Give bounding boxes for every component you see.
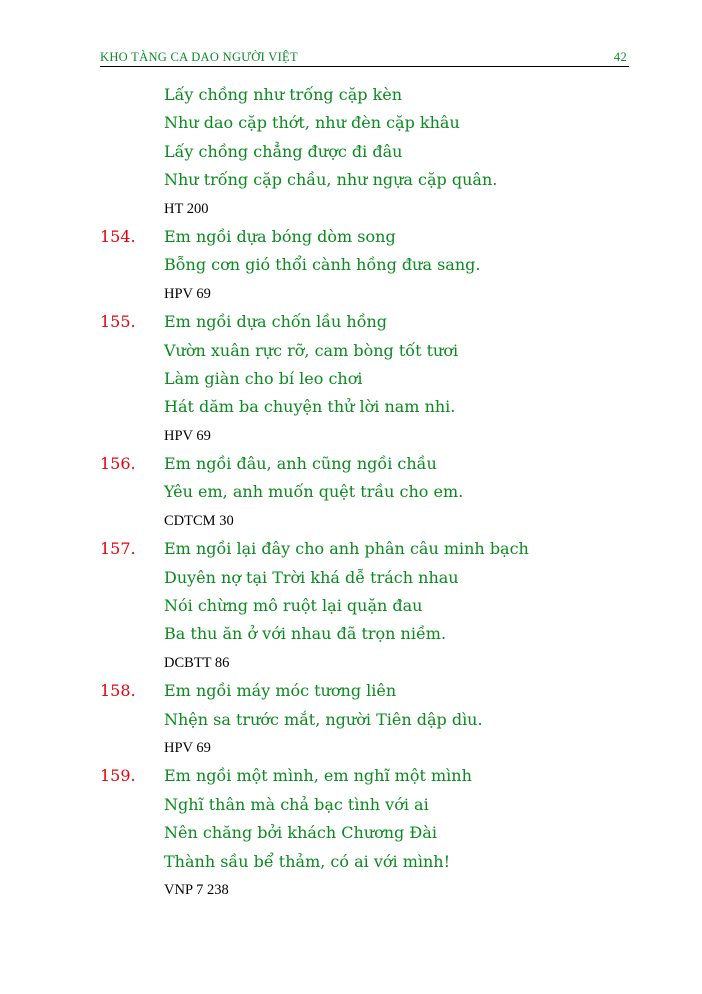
- poem-entry: [0, 308, 702, 450]
- verse-text: Lấy chồng chẳng được đi đâu: [164, 141, 403, 161]
- verse-text: Vườn xuân rực rỡ, cam bòng tốt tươi: [164, 340, 459, 360]
- source-text: HPV 69: [164, 285, 211, 302]
- verse-line: [0, 535, 702, 563]
- source-text: HPV 69: [164, 427, 211, 444]
- source-citation: [0, 734, 702, 762]
- page-number: 42: [613, 50, 627, 64]
- verse-line: [0, 564, 702, 592]
- verse-line: [0, 393, 702, 421]
- verse-line: [0, 620, 702, 648]
- verse-line: [0, 848, 702, 876]
- verse-line: [0, 337, 702, 365]
- verse-text: Nên chăng bởi khách Chương Đài: [164, 823, 437, 843]
- verse-line: [0, 791, 702, 819]
- verse-line: [0, 478, 702, 506]
- poem-entry: [0, 450, 702, 535]
- verse-line: [0, 706, 702, 734]
- poem-entry: [0, 223, 702, 308]
- page-header: [100, 48, 629, 67]
- verse-line: [0, 365, 702, 393]
- source-text: HPV 69: [164, 739, 211, 756]
- poem-entry: [0, 535, 702, 677]
- verse-line: [0, 819, 702, 847]
- source-citation: [0, 876, 702, 904]
- verse-text: Như dao cặp thớt, như đèn cặp khâu: [164, 113, 460, 133]
- verse-line: [0, 81, 702, 109]
- verse-line: [0, 109, 702, 137]
- verse-text: Thành sầu bể thảm, có ai với mình!: [164, 851, 451, 871]
- source-citation: [0, 195, 702, 223]
- verse-text: Bỗng cơn gió thổi cành hồng đưa sang.: [164, 255, 481, 275]
- verse-line: [0, 592, 702, 620]
- verse-line: [0, 223, 702, 251]
- book-title: KHO TÀNG CA DAO NGƯỜI VIỆT: [100, 50, 298, 64]
- verse-text: Nghĩ thân mà chả bạc tình với ai: [164, 794, 429, 814]
- verse-text: Làm giàn cho bí leo chơi: [164, 368, 363, 388]
- verse-text: Lấy chồng như trống cặp kèn: [164, 85, 403, 104]
- source-citation: [0, 507, 702, 535]
- verse-text: Em ngồi lại đây cho anh phân câu minh bạch: [164, 539, 529, 559]
- source-text: VNP 7 238: [164, 881, 229, 898]
- source-citation: [0, 422, 702, 450]
- verse-text: Hát dăm ba chuyện thử lời nam nhi.: [164, 397, 456, 417]
- verse-text: Yêu em, anh muốn quệt trầu cho em.: [164, 482, 464, 502]
- verse-text: Em ngồi máy móc tương liên: [164, 681, 397, 701]
- source-text: CDTCM 30: [164, 512, 234, 529]
- source-citation: [0, 649, 702, 677]
- verse-line: [0, 762, 702, 790]
- poem-number: 154.: [100, 226, 136, 246]
- verse-text: Nói chừng mô ruột lại quặn đau: [164, 596, 423, 616]
- verse-text: Duyên nợ tại Trời khá dễ trách nhau: [164, 567, 459, 587]
- verse-text: Em ngồi đâu, anh cũng ngồi chầu: [164, 454, 437, 474]
- verse-text: Em ngồi một mình, em nghĩ một mình: [164, 766, 472, 786]
- verse-text: Em ngồi dựa chốn lầu hồng: [164, 312, 388, 332]
- verse-line: [0, 677, 702, 705]
- poem-list: [0, 81, 702, 904]
- poem-number: 156.: [100, 454, 136, 474]
- poem-entry: [0, 762, 702, 904]
- verse-line: [0, 138, 702, 166]
- verse-line: [0, 251, 702, 279]
- verse-text: Nhện sa trước mắt, người Tiên dập dìu.: [164, 709, 483, 729]
- verse-text: Ba thu ăn ở với nhau đã trọn niềm.: [164, 624, 447, 644]
- verse-line: [0, 450, 702, 478]
- verse-line: [0, 166, 702, 194]
- poem-number: 157.: [100, 539, 136, 559]
- poem-number: 159.: [100, 766, 136, 786]
- poem-number: 158.: [100, 681, 136, 701]
- poem-entry: [0, 81, 702, 223]
- source-text: DCBTT 86: [164, 654, 230, 671]
- verse-line: [0, 308, 702, 336]
- source-citation: [0, 280, 702, 308]
- verse-text: Em ngồi dựa bóng dòm song: [164, 226, 396, 246]
- source-text: HT 200: [164, 200, 209, 217]
- poem-number: 155.: [100, 312, 136, 332]
- verse-text: Như trống cặp chầu, như ngựa cặp quân.: [164, 170, 498, 190]
- poem-entry: [0, 677, 702, 762]
